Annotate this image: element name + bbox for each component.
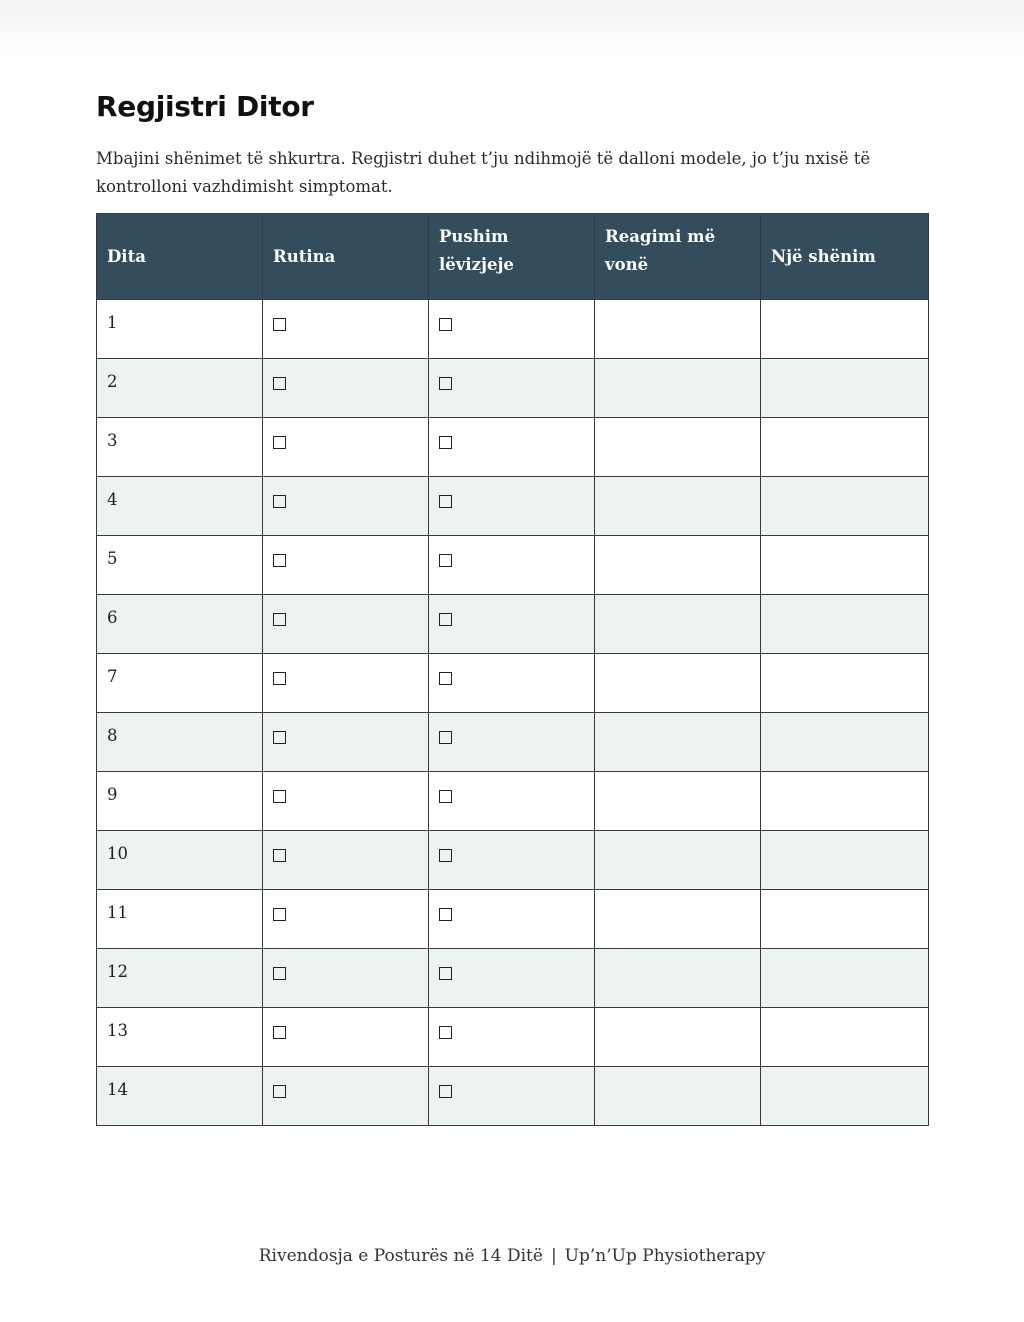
daily-log-table	[96, 213, 929, 1126]
movement-break-checkbox[interactable]	[439, 790, 452, 803]
day-cell: 4	[97, 477, 263, 536]
routine-checkbox[interactable]	[273, 672, 286, 685]
day-cell: 3	[97, 418, 263, 477]
movement-break-checkbox[interactable]	[439, 554, 452, 567]
table-header-row	[97, 214, 929, 300]
routine-checkbox[interactable]	[273, 613, 286, 626]
routine-cell	[263, 1008, 429, 1067]
day-cell: 1	[97, 300, 263, 359]
page-footer	[0, 1246, 1024, 1266]
reaction-later-cell[interactable]	[595, 359, 761, 418]
reaction-later-cell[interactable]	[595, 595, 761, 654]
movement-break-cell	[429, 890, 595, 949]
reaction-later-cell[interactable]	[595, 536, 761, 595]
movement-break-cell	[429, 300, 595, 359]
movement-break-cell	[429, 713, 595, 772]
header-note: Një shënim	[761, 214, 929, 300]
table-row	[97, 477, 929, 536]
reaction-later-cell[interactable]	[595, 300, 761, 359]
table-row	[97, 654, 929, 713]
note-cell[interactable]	[761, 359, 929, 418]
routine-checkbox[interactable]	[273, 1085, 286, 1098]
table-row	[97, 831, 929, 890]
movement-break-cell	[429, 1067, 595, 1126]
note-cell[interactable]	[761, 595, 929, 654]
day-cell: 10	[97, 831, 263, 890]
table-row	[97, 890, 929, 949]
routine-cell	[263, 772, 429, 831]
reaction-later-cell[interactable]	[595, 477, 761, 536]
reaction-later-cell[interactable]	[595, 890, 761, 949]
routine-cell	[263, 359, 429, 418]
header-routine: Rutina	[263, 214, 429, 300]
movement-break-checkbox[interactable]	[439, 908, 452, 921]
table-row	[97, 536, 929, 595]
day-cell: 13	[97, 1008, 263, 1067]
header-movement-break: Pushim lëvizjeje	[429, 214, 595, 300]
note-cell[interactable]	[761, 1067, 929, 1126]
top-edge-shadow	[0, 0, 1024, 60]
movement-break-cell	[429, 654, 595, 713]
routine-cell	[263, 949, 429, 1008]
routine-checkbox[interactable]	[273, 790, 286, 803]
note-cell[interactable]	[761, 1008, 929, 1067]
day-cell: 11	[97, 890, 263, 949]
routine-checkbox[interactable]	[273, 377, 286, 390]
note-cell[interactable]	[761, 536, 929, 595]
movement-break-checkbox[interactable]	[439, 377, 452, 390]
table-row	[97, 1008, 929, 1067]
day-cell: 9	[97, 772, 263, 831]
note-cell[interactable]	[761, 300, 929, 359]
reaction-later-cell[interactable]	[595, 949, 761, 1008]
note-cell[interactable]	[761, 713, 929, 772]
note-cell[interactable]	[761, 772, 929, 831]
day-cell: 2	[97, 359, 263, 418]
movement-break-checkbox[interactable]	[439, 672, 452, 685]
movement-break-cell	[429, 359, 595, 418]
movement-break-cell	[429, 772, 595, 831]
reaction-later-cell[interactable]	[595, 418, 761, 477]
movement-break-cell	[429, 595, 595, 654]
routine-cell	[263, 536, 429, 595]
routine-cell	[263, 300, 429, 359]
routine-cell	[263, 595, 429, 654]
movement-break-cell	[429, 418, 595, 477]
routine-cell	[263, 890, 429, 949]
routine-checkbox[interactable]	[273, 554, 286, 567]
note-cell[interactable]	[761, 654, 929, 713]
day-cell: 7	[97, 654, 263, 713]
movement-break-cell	[429, 536, 595, 595]
reaction-later-cell[interactable]	[595, 1067, 761, 1126]
reaction-later-cell[interactable]	[595, 1008, 761, 1067]
movement-break-checkbox[interactable]	[439, 731, 452, 744]
header-day: Dita	[97, 214, 263, 300]
routine-checkbox[interactable]	[273, 318, 286, 331]
header-reaction-later: Reagimi më vonë	[595, 214, 761, 300]
table-row	[97, 1067, 929, 1126]
reaction-later-cell[interactable]	[595, 654, 761, 713]
routine-cell	[263, 1067, 429, 1126]
table-row	[97, 713, 929, 772]
intro-paragraph: Mbajini shënimet të shkurtra. Regjistri duhet t’ju ndihmojë të dalloni modele, jo t’ju nxisë të kontrolloni vazhdimisht simptomat.	[96, 149, 871, 196]
day-cell: 5	[97, 536, 263, 595]
routine-cell	[263, 477, 429, 536]
table-row	[97, 949, 929, 1008]
footer-organization: Up’n’Up Physiotherapy	[564, 1246, 766, 1266]
day-cell: 12	[97, 949, 263, 1008]
reaction-later-cell[interactable]	[595, 831, 761, 890]
table-body	[97, 300, 929, 1126]
routine-checkbox[interactable]	[273, 1026, 286, 1039]
note-cell[interactable]	[761, 949, 929, 1008]
movement-break-checkbox[interactable]	[439, 613, 452, 626]
routine-checkbox[interactable]	[273, 436, 286, 449]
table-row	[97, 359, 929, 418]
table-row	[97, 418, 929, 477]
table-row	[97, 300, 929, 359]
movement-break-cell	[429, 831, 595, 890]
movement-break-cell	[429, 949, 595, 1008]
movement-break-cell	[429, 477, 595, 536]
note-cell[interactable]	[761, 418, 929, 477]
movement-break-checkbox[interactable]	[439, 318, 452, 331]
table-row	[97, 595, 929, 654]
reaction-later-cell[interactable]	[595, 772, 761, 831]
page-title: Regjistri Ditor	[96, 90, 314, 123]
routine-checkbox[interactable]	[273, 731, 286, 744]
movement-break-checkbox[interactable]	[439, 1026, 452, 1039]
footer-document-title: Rivendosja e Posturës në 14 Ditë	[258, 1246, 543, 1266]
routine-checkbox[interactable]	[273, 908, 286, 921]
table-row	[97, 772, 929, 831]
day-cell: 8	[97, 713, 263, 772]
routine-cell	[263, 831, 429, 890]
movement-break-checkbox[interactable]	[439, 967, 452, 980]
day-cell: 6	[97, 595, 263, 654]
movement-break-cell	[429, 1008, 595, 1067]
movement-break-checkbox[interactable]	[439, 849, 452, 862]
reaction-later-cell[interactable]	[595, 713, 761, 772]
note-cell[interactable]	[761, 831, 929, 890]
routine-checkbox[interactable]	[273, 849, 286, 862]
routine-cell	[263, 654, 429, 713]
movement-break-checkbox[interactable]	[439, 1085, 452, 1098]
day-cell: 14	[97, 1067, 263, 1126]
routine-cell	[263, 713, 429, 772]
routine-checkbox[interactable]	[273, 967, 286, 980]
routine-cell	[263, 418, 429, 477]
note-cell[interactable]	[761, 477, 929, 536]
movement-break-checkbox[interactable]	[439, 495, 452, 508]
routine-checkbox[interactable]	[273, 495, 286, 508]
movement-break-checkbox[interactable]	[439, 436, 452, 449]
footer-separator: |	[550, 1246, 557, 1266]
note-cell[interactable]	[761, 890, 929, 949]
